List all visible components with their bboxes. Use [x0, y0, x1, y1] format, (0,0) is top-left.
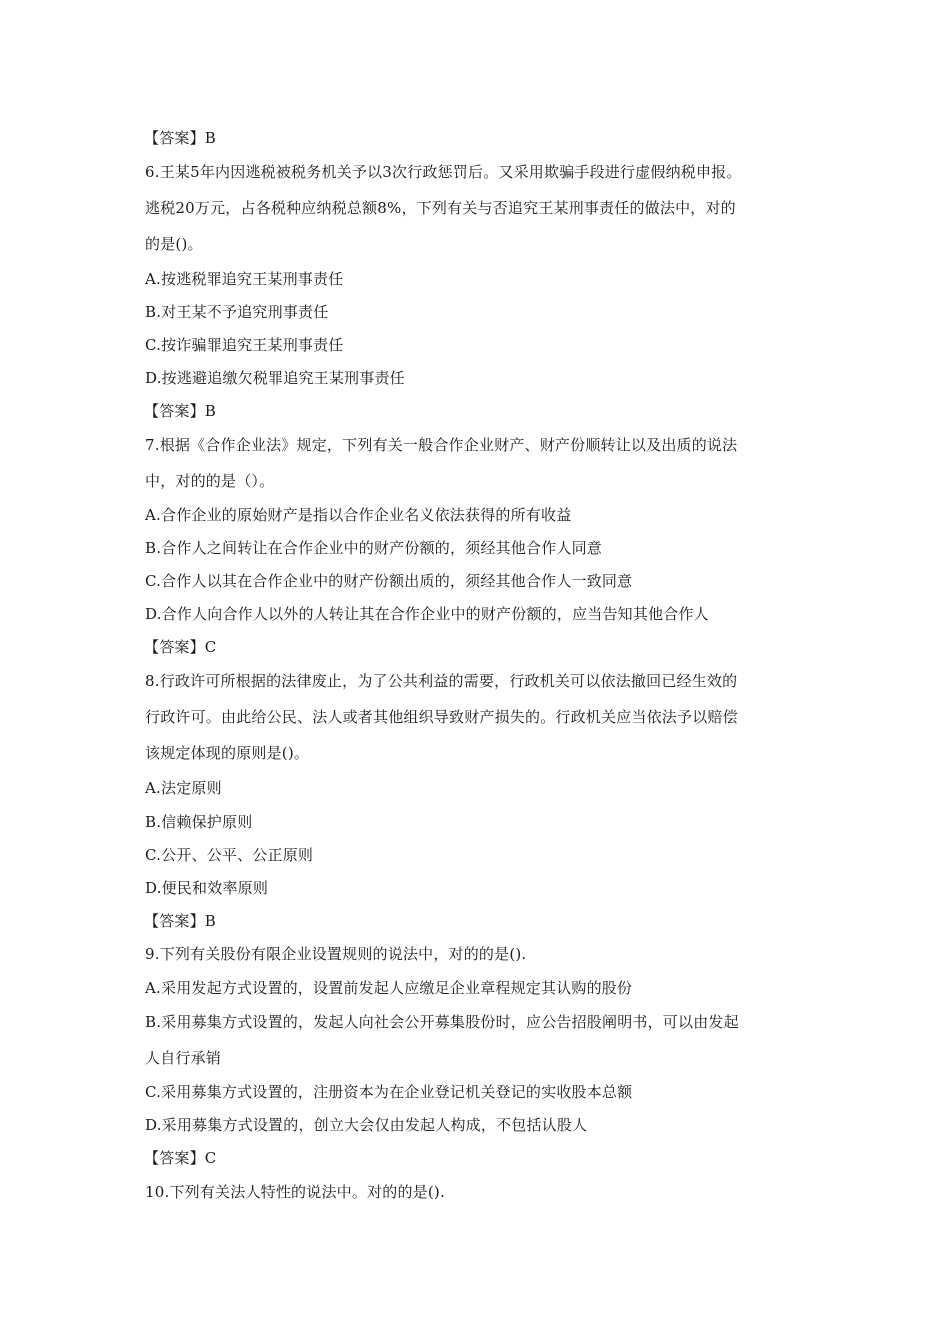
- question-8-text: 行政许可。由此给公民、法人或者其他组织导致财产损失的。行政机关应当依法予以赔偿: [145, 708, 738, 726]
- option-b: B.采用募集方式设置的，发起人向社会公开募集股份时，应公告招股阐明书，可以由发起: [145, 1013, 739, 1031]
- question-8-text: 该规定体现的原则是()。: [145, 744, 310, 762]
- option-d: D.按逃避追缴欠税罪追究王某刑事责任: [145, 369, 405, 387]
- option-b: B.对王某不予追究刑事责任: [145, 303, 329, 321]
- option-d: D.合作人向合作人以外的人转让其在合作企业中的财产份额的，应当告知其他合作人: [145, 605, 709, 623]
- option-c: C.合作人以其在合作企业中的财产份额出质的，须经其他合作人一致同意: [145, 572, 633, 590]
- option-a: A.采用发起方式设置的，设置前发起人应缴足企业章程规定其认购的股份: [145, 979, 633, 997]
- option-a: A.按逃税罪追究王某刑事责任: [145, 270, 344, 288]
- option-d: D.便民和效率原则: [145, 879, 269, 897]
- question-6-text: 逃税20万元，占各税种应纳税总额8%，下列有关与否追究王某刑事责任的做法中，对的: [145, 199, 736, 217]
- option-b-continued: 人自行承销: [145, 1049, 222, 1067]
- answer-line: 【答案】C: [144, 638, 217, 656]
- question-8-text: 8.行政许可所根据的法律废止，为了公共利益的需要，行政机关可以依法撤回已经生效的: [145, 672, 738, 690]
- answer-line: 【答案】B: [144, 402, 217, 420]
- option-c: C.按诈骗罪追究王某刑事责任: [145, 336, 344, 354]
- option-d: D.采用募集方式设置的，创立大会仅由发起人构成，不包括认股人: [145, 1116, 588, 1134]
- question-7-text: 中，对的的是（）。: [145, 472, 275, 490]
- option-c: C.采用募集方式设置的，注册资本为在企业登记机关登记的实收股本总额: [145, 1083, 633, 1101]
- question-7-text: 7.根据《合作企业法》规定，下列有关一般合作企业财产、财产份顺转让以及出质的说法: [145, 436, 738, 454]
- question-9-text: 9.下列有关股份有限企业设置规则的说法中，对的的是().: [145, 945, 527, 963]
- answer-line: 【答案】C: [144, 1149, 217, 1167]
- option-b: B.合作人之间转让在合作企业中的财产份额的，须经其他合作人同意: [145, 539, 602, 557]
- answer-line: 【答案】B: [144, 912, 217, 930]
- option-a: A.合作企业的原始财产是指以合作企业名义依法获得的所有收益: [145, 506, 572, 524]
- answer-line: 【答案】B: [144, 129, 217, 147]
- question-10-text: 10.下列有关法人特性的说法中。对的的是().: [145, 1183, 445, 1201]
- question-6-text: 的是()。: [145, 235, 203, 253]
- option-c: C.公开、公平、公正原则: [145, 846, 314, 864]
- option-a: A.法定原则: [145, 779, 222, 797]
- question-6-text: 6.王某5年内因逃税被税务机关予以3次行政惩罚后。又采用欺骗手段进行虚假纳税申报。: [145, 163, 742, 181]
- option-b: B.信赖保护原则: [145, 813, 253, 831]
